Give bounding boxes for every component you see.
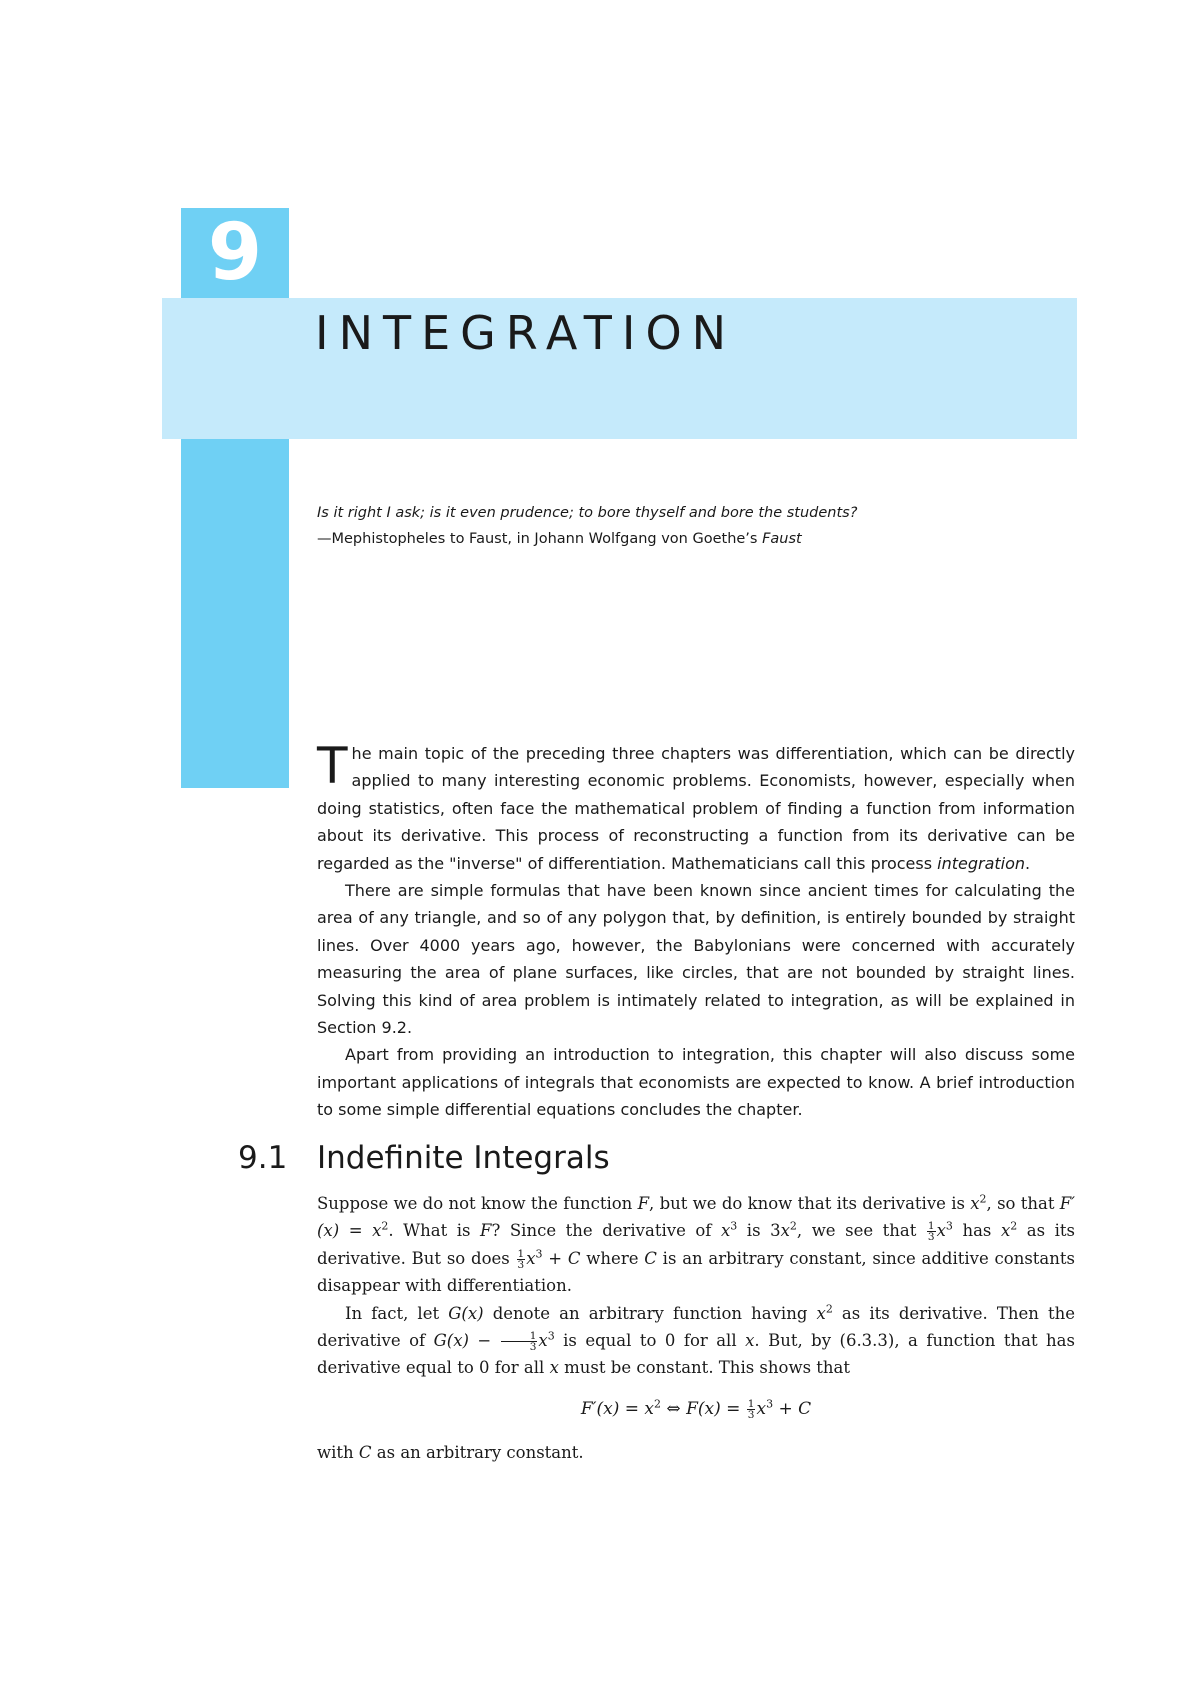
superscript: 2 bbox=[1010, 1219, 1018, 1233]
chapter-number: 9 bbox=[207, 208, 263, 298]
fraction-numerator: 1 bbox=[517, 1247, 525, 1260]
fraction-denominator: 3 bbox=[747, 1408, 755, 1421]
intro-p1-end: . bbox=[1025, 853, 1031, 873]
superscript: 2 bbox=[789, 1219, 797, 1233]
fraction-numerator: 1 bbox=[501, 1331, 538, 1342]
iff-symbol: ⇔ bbox=[661, 1398, 687, 1419]
text: + bbox=[542, 1248, 568, 1268]
text: , so that bbox=[986, 1194, 1060, 1213]
math: C bbox=[567, 1248, 581, 1268]
fraction-one-third bbox=[501, 1331, 538, 1352]
fraction-denominator: 3 bbox=[529, 1341, 537, 1354]
math: F′(x) = x bbox=[317, 1194, 1075, 1241]
math: x bbox=[720, 1221, 731, 1241]
math: x bbox=[526, 1248, 536, 1268]
section-title: Indefinite Integrals bbox=[317, 1140, 610, 1176]
intro-paragraph-3: Apart from providing an introduction to integration, this chapter will also discuss some important applications of integrals that economists are expected to know. A brief introduction to some simple differential equations concludes the chapter. bbox=[317, 1045, 1075, 1120]
fraction-denominator: 3 bbox=[927, 1231, 935, 1244]
chapter-title: INTEGRATION bbox=[315, 306, 737, 360]
superscript: 3 bbox=[945, 1219, 953, 1233]
section-body bbox=[317, 1190, 1075, 1467]
text: − bbox=[468, 1331, 500, 1351]
text: has bbox=[952, 1221, 1001, 1241]
math: + C bbox=[773, 1398, 812, 1419]
math: x bbox=[816, 1303, 826, 1323]
section-paragraph-1 bbox=[317, 1190, 1075, 1300]
text: is 3 bbox=[737, 1221, 781, 1241]
math: x bbox=[1000, 1221, 1011, 1241]
text: ? Since the derivative of bbox=[491, 1221, 721, 1241]
intro-paragraph-1 bbox=[317, 737, 1075, 877]
math: C bbox=[644, 1248, 657, 1268]
superscript: 2 bbox=[979, 1192, 987, 1206]
fraction-denominator: 3 bbox=[517, 1258, 525, 1271]
superscript: 2 bbox=[381, 1219, 389, 1233]
superscript: 3 bbox=[547, 1329, 555, 1343]
text: . What is bbox=[388, 1221, 481, 1241]
drop-cap: T bbox=[317, 737, 348, 795]
epigraph bbox=[317, 500, 1077, 552]
section-paragraph-3 bbox=[317, 1439, 1075, 1466]
fraction-numerator: 1 bbox=[927, 1220, 935, 1233]
math: x bbox=[538, 1331, 548, 1351]
text: with bbox=[317, 1443, 359, 1463]
math: G(x) bbox=[448, 1303, 484, 1323]
text: as its derivative. But so does bbox=[317, 1221, 1076, 1268]
equation-lhs: F′(x) = x bbox=[580, 1398, 655, 1419]
superscript: 2 bbox=[654, 1397, 662, 1411]
epigraph-attribution bbox=[317, 526, 1077, 552]
intro-p1-term: integration bbox=[937, 853, 1026, 873]
math: F bbox=[480, 1221, 492, 1241]
chapter-tab-bottom bbox=[181, 439, 289, 788]
math: x bbox=[549, 1358, 559, 1378]
fraction-one-third bbox=[927, 1221, 936, 1242]
equation-rhs: F(x) = bbox=[686, 1398, 746, 1419]
text: , but we do know that its derivative is bbox=[649, 1194, 971, 1213]
text: Suppose we do not know the function bbox=[317, 1194, 638, 1213]
text: denote an arbitrary function having bbox=[483, 1303, 817, 1323]
display-equation bbox=[317, 1396, 1075, 1423]
text: In fact, let bbox=[345, 1303, 449, 1323]
math: x bbox=[756, 1398, 767, 1419]
text: as an arbitrary constant. bbox=[371, 1443, 584, 1463]
math: x bbox=[780, 1221, 790, 1241]
text: where bbox=[580, 1248, 645, 1268]
section-paragraph-2 bbox=[317, 1300, 1075, 1382]
math: G(x) bbox=[433, 1331, 469, 1351]
text: , we see that bbox=[796, 1221, 926, 1241]
fraction-numerator: 1 bbox=[747, 1397, 755, 1410]
text: is equal to 0 for all bbox=[554, 1331, 746, 1351]
math: x bbox=[745, 1331, 755, 1351]
superscript: 3 bbox=[535, 1247, 543, 1261]
text: must be constant. This shows that bbox=[558, 1358, 851, 1378]
math: F bbox=[637, 1194, 650, 1213]
section-number: 9.1 bbox=[238, 1140, 288, 1176]
fraction-one-third bbox=[517, 1249, 526, 1270]
intro-paragraph-2: There are simple formulas that have been known since ancient times for calculating the area of any triangle, and so of any polygon that, by definition, is entirely bounded by straight lines. Over 4000 years ago, however, the Babylonians were concerned with accurately measuring the area of plane surfaces, like circles, that are not bounded by straight lines. Solving this kind of area problem is intimately related to integration, as will be explained in Section 9.2. bbox=[317, 881, 1075, 1038]
fraction-one-third bbox=[747, 1399, 756, 1420]
intro-p1-text: he main topic of the preceding three chapters was differentiation, which can be directly applied to many interesting economic problems. Economists, however, especially when doing statistics, often face the mathematical problem of finding a function from information about its derivative. This process of reconstructing a function from its derivative can be regarded as the "inverse" of differentiation. Mathematicians call this process bbox=[317, 744, 1075, 873]
text: . But, by (6.3.3), a function that has derivative equal to 0 for all bbox=[317, 1331, 1075, 1378]
math: x bbox=[970, 1194, 980, 1213]
superscript: 3 bbox=[766, 1397, 774, 1411]
text: as its derivative. Then the derivative of bbox=[317, 1303, 1075, 1351]
math: x bbox=[936, 1221, 946, 1241]
epigraph-quote: Is it right I ask; is it even prudence; to bore thyself and bore the students? bbox=[317, 505, 858, 521]
superscript: 3 bbox=[730, 1219, 738, 1233]
chapter-intro bbox=[317, 737, 1075, 1124]
section-heading bbox=[238, 1140, 610, 1176]
attribution-work: Faust bbox=[762, 531, 802, 547]
superscript: 2 bbox=[825, 1302, 833, 1316]
attribution-text: —Mephistopheles to Faust, in Johann Wolfgang von Goethe’s bbox=[317, 531, 763, 547]
text: is an arbitrary constant, since additive constants disappear with differentiation. bbox=[317, 1248, 1075, 1296]
math: C bbox=[358, 1443, 372, 1463]
